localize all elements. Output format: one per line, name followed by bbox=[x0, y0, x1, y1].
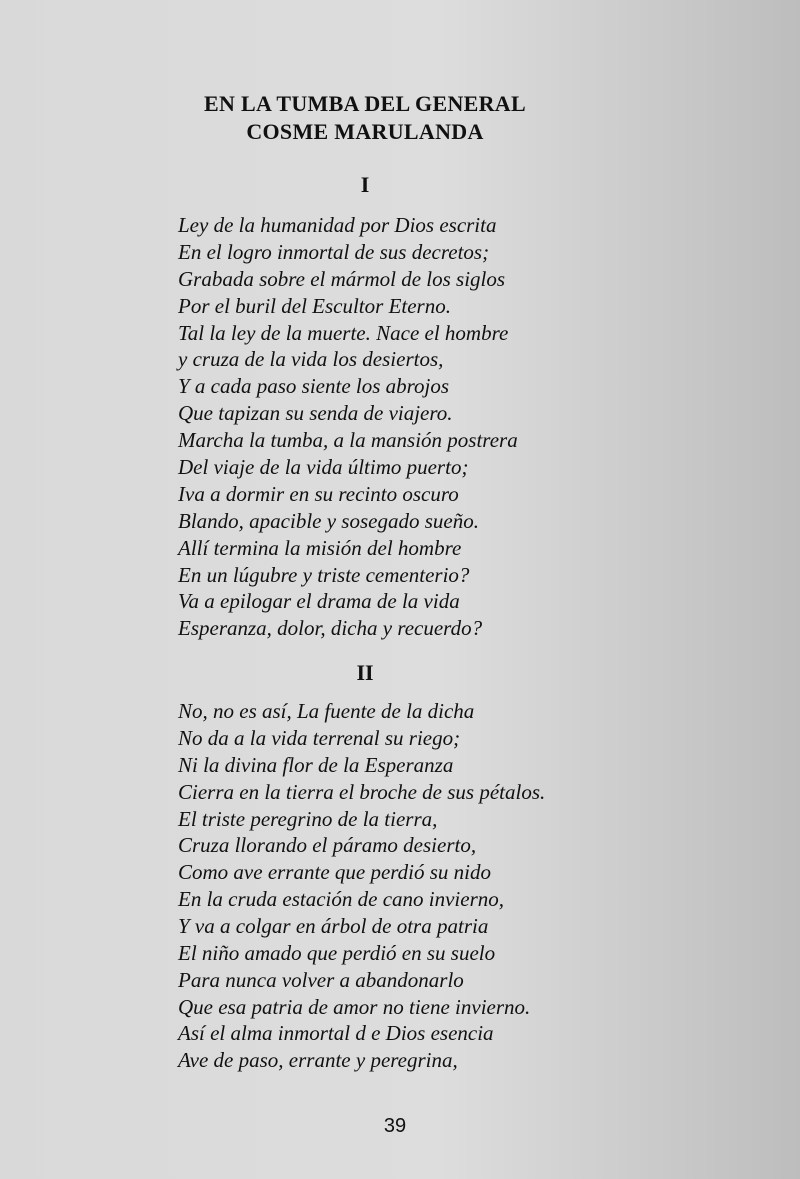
verse-line: Y a cada paso siente los abrojos bbox=[178, 374, 450, 399]
verse-line: El triste peregrino de la tierra, bbox=[178, 806, 438, 831]
verse-line: En la cruda estación de cano invierno, bbox=[178, 887, 505, 912]
verse-line: Como ave errante que perdió su nido bbox=[178, 860, 492, 885]
verse-line: Ley de la humanidad por Dios escrita bbox=[178, 213, 497, 237]
verse-line: Marcha la tumba, a la mansión postrera bbox=[178, 428, 518, 453]
verse-line: Ni la divina flor de la Esperanza bbox=[178, 752, 454, 777]
stanza-three bbox=[178, 1020, 598, 1074]
verse-line: Allí termina la misión del hombre bbox=[178, 535, 462, 560]
verse-line: Que tapizan su senda de viajero. bbox=[178, 401, 453, 426]
verse-line: y cruza de la vida los desiertos, bbox=[178, 347, 444, 372]
verse-line: Por el buril del Escultor Eterno. bbox=[178, 293, 451, 318]
title-line: COSME MARULANDA bbox=[246, 119, 484, 144]
verse-line: Tal la ley de la muerte. Nace el hombre bbox=[178, 320, 509, 345]
section-numeral-two: II bbox=[356, 660, 374, 685]
verse-line: No da a la vida terrenal su riego; bbox=[178, 725, 461, 750]
verse-line: Cierra en la tierra el broche de sus pétalos. bbox=[178, 779, 546, 804]
verse-line: Iva a dormir en su recinto oscuro bbox=[178, 481, 459, 506]
verse-line: Grabada sobre el mármol de los siglos bbox=[178, 266, 506, 291]
stanza-two bbox=[178, 698, 598, 1021]
page-number: 39 bbox=[383, 1115, 407, 1137]
verse-line: En un lúgubre y triste cementerio? bbox=[178, 562, 470, 587]
verse-line: No, no es así, La fuente de la dicha bbox=[178, 699, 475, 723]
verse-line: Y va a colgar en árbol de otra patria bbox=[178, 914, 489, 939]
verse-line: En el logro inmortal de sus decretos; bbox=[178, 239, 490, 264]
verse-line: Esperanza, dolor, dicha y recuerdo? bbox=[178, 616, 483, 641]
verse-line: Blando, apacible y sosegado sueño. bbox=[178, 508, 479, 533]
verse-line: El niño amado que perdió en su suelo bbox=[178, 941, 496, 966]
verse-line: Para nunca volver a abandonarlo bbox=[178, 967, 464, 992]
title-line: EN LA TUMBA DEL GENERAL bbox=[204, 91, 526, 116]
verse-line: Que esa patria de amor no tiene invierno. bbox=[178, 994, 531, 1019]
verse-line: Ave de paso, errante y peregrina, bbox=[178, 1047, 458, 1072]
poem-title bbox=[180, 90, 550, 146]
verse-line: Del viaje de la vida último puerto; bbox=[178, 455, 469, 480]
verse-line: Cruza llorando el páramo desierto, bbox=[178, 833, 477, 858]
bleed-through-text bbox=[585, 60, 800, 1060]
section-numeral-one: I bbox=[360, 172, 370, 197]
verse-line: Va a epilogar el drama de la vida bbox=[178, 589, 460, 614]
stanza-one bbox=[178, 212, 598, 642]
verse-line: Así el alma inmortal d e Dios esencia bbox=[178, 1021, 494, 1045]
